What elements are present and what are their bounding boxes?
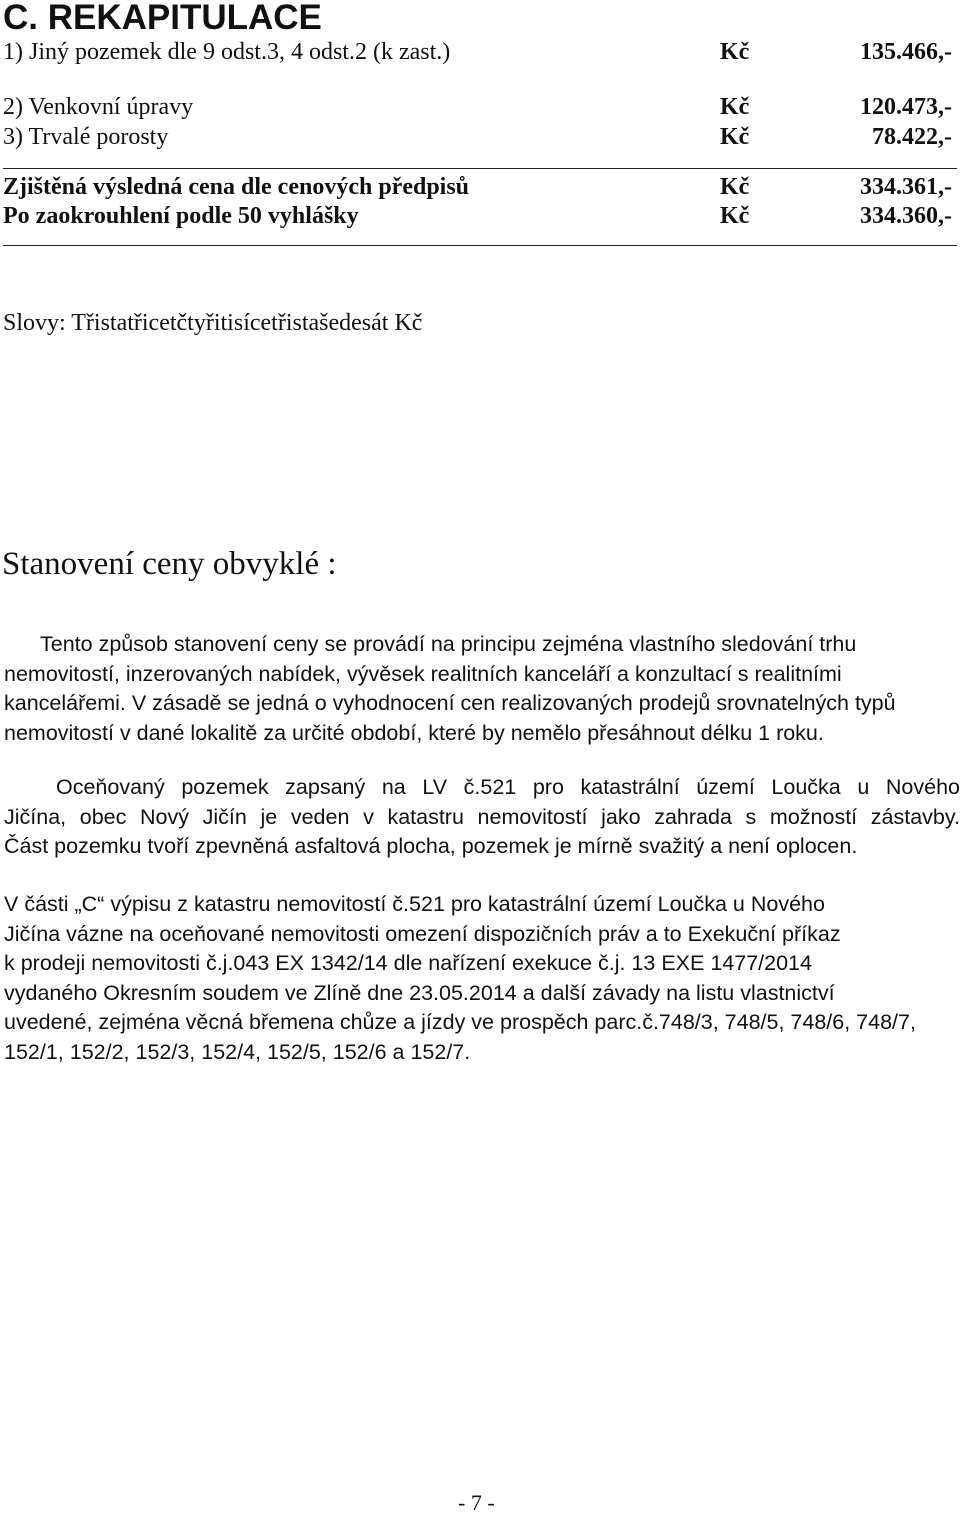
amount-in-words: Slovy: Třistatřicetčtyřitisícetřistašedesát Kč	[3, 310, 423, 336]
recap-row-label: 2) Venkovní úpravy	[3, 94, 194, 120]
paragraph-line: Jičína vázne na oceňované nemovitosti omezení dispozičních práv a to Exekuční příkaz	[4, 921, 841, 946]
total-row-amount: 334.361,-	[860, 174, 952, 200]
paragraph-line: nemovitostí v dané lokalitě za určité období, které by nemělo přesáhnout délku 1 roku.	[4, 720, 824, 745]
paragraph-line: Jičína, obec Nový Jičín je veden v katastru nemovitostí jako zahrada s možností zástavby.	[4, 804, 960, 829]
paragraph-line: kancelářemi. V zásadě se jedná o vyhodnocení cen realizovaných prodejů srovnatelných typů	[4, 691, 896, 715]
rounded-row-currency: Kč	[720, 203, 750, 229]
paragraph-line: uvedené, zejména věcná břemena chůze a jízdy ve prospěch parc.č.748/3, 748/5, 748/6, 748/7,	[4, 1010, 916, 1034]
recap-row-amount: 78.422,-	[872, 124, 952, 150]
recap-row-currency: Kč	[720, 124, 750, 150]
page-title: C. REKAPITULACE	[3, 0, 322, 37]
paragraph-line: vydaného Okresním soudem ve Zlíně dne 23.05.2014 a další závady na listu vlastnictví	[4, 980, 835, 1005]
recap-row-currency: Kč	[720, 94, 750, 120]
paragraph-method	[4, 630, 960, 748]
rounded-row-amount: 334.360,-	[860, 203, 952, 229]
recap-row-amount: 135.466,-	[860, 39, 952, 65]
section-title: Stanovení ceny obvyklé :	[2, 546, 337, 582]
paragraph-line: k prodeji nemovitosti č.j.043 EX 1342/14 dle nařízení exekuce č.j. 13 EXE 1477/2014	[4, 951, 812, 975]
divider-line	[3, 245, 957, 246]
recap-row-label: 3) Trvalé porosty	[3, 124, 169, 150]
recap-row-currency: Kč	[720, 39, 750, 65]
total-row-currency: Kč	[720, 174, 750, 200]
paragraph-line: Část pozemku tvoří zpevněná asfaltová plocha, pozemek je mírně svažitý a není oplocen.	[4, 834, 858, 858]
paragraph-line: Oceňovaný pozemek zapsaný na LV č.521 pro katastrální území Loučka u Nového	[56, 775, 960, 799]
paragraph-line: Tento způsob stanovení ceny se provádí na principu zejména vlastního sledování trhu	[40, 632, 857, 656]
total-row-label: Zjištěná výsledná cena dle cenových předpisů	[3, 174, 470, 200]
paragraph-line: V části „C“ výpisu z katastru nemovitostí č.521 pro katastrální území Loučka u Nového	[4, 892, 825, 916]
paragraph-encumbrances	[4, 890, 960, 1067]
paragraph-line: nemovitostí, inzerovaných nabídek, vývěsek realitních kanceláří a konzultací s realitními	[4, 661, 842, 686]
recap-row-amount: 120.473,-	[860, 94, 952, 120]
paragraph-land	[4, 773, 960, 862]
divider-line	[3, 168, 957, 169]
paragraph-line: 152/1, 152/2, 152/3, 152/4, 152/5, 152/6 a 152/7.	[4, 1039, 471, 1064]
recap-row-label: 1) Jiný pozemek dle 9 odst.3, 4 odst.2 (k zast.)	[3, 39, 451, 65]
page-number: - 7 -	[458, 1490, 495, 1515]
rounded-row-label: Po zaokrouhlení podle 50 vyhlášky	[3, 203, 359, 229]
